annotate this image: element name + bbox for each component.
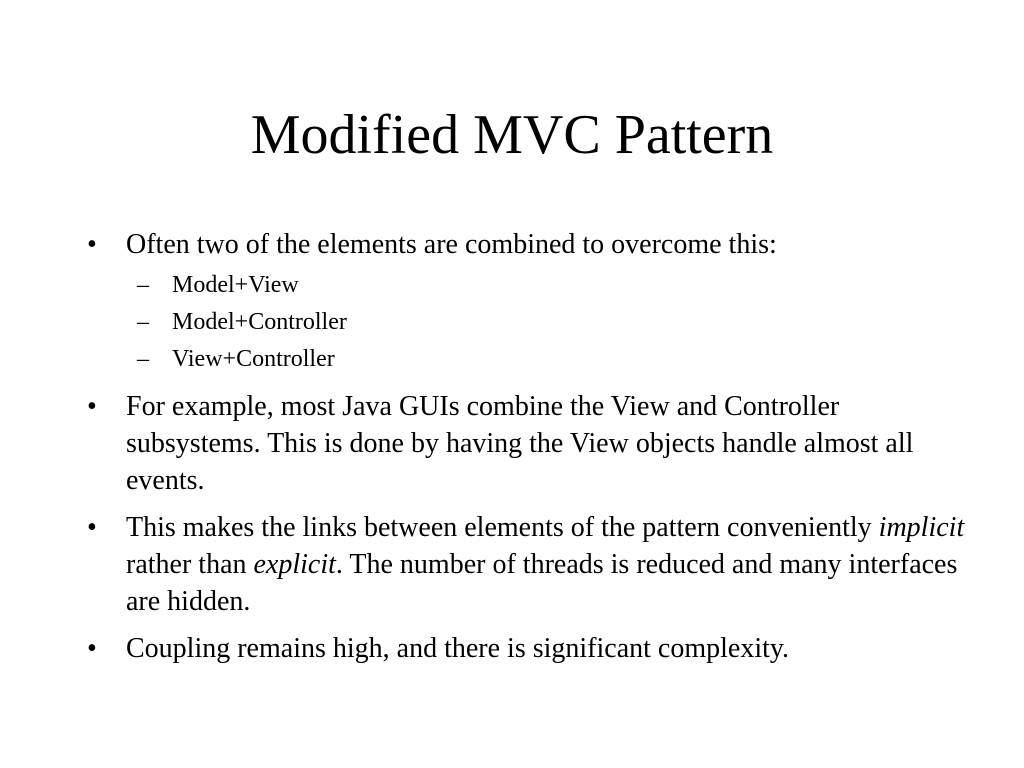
sub-bullet-list <box>86 267 966 378</box>
sub-bullet-text: Model+Controller <box>172 309 347 335</box>
bullet-text-part: . The number of threads is reduced and many interfaces are hidden. <box>126 549 958 617</box>
bullet-item <box>86 388 966 499</box>
bullet-marker: • <box>87 633 97 664</box>
italic-term-implicit: implicit <box>878 512 965 543</box>
sub-bullet-item <box>86 304 966 341</box>
slide-body <box>86 226 966 677</box>
bullet-item <box>86 630 966 667</box>
sub-bullet-text: View+Controller <box>172 346 335 372</box>
bullet-marker: • <box>87 391 97 422</box>
bullet-text-part: This makes the links between elements of the pattern conveniently <box>126 512 879 543</box>
bullet-text: Coupling remains high, and there is significant complexity. <box>126 633 790 664</box>
bullet-marker: • <box>87 512 97 543</box>
italic-term-explicit: explicit <box>253 549 336 580</box>
bullet-item <box>86 226 966 263</box>
bullet-marker: • <box>87 229 97 260</box>
bullet-text: For example, most Java GUIs combine the View and Controller subsystems. This is done by having the View objects handle almost all events. <box>126 391 914 496</box>
sub-bullet-marker: – <box>137 346 149 372</box>
sub-bullet-item <box>86 267 966 304</box>
sub-bullet-item <box>86 341 966 378</box>
bullet-text: Often two of the elements are combined to overcome this: <box>126 229 777 260</box>
sub-bullet-marker: – <box>137 272 149 298</box>
bullet-text-part: rather than <box>126 549 254 580</box>
sub-bullet-marker: – <box>137 309 149 335</box>
bullet-item <box>86 509 966 620</box>
bullet-text <box>126 512 964 617</box>
slide-title: Modified MVC Pattern <box>250 104 774 166</box>
sub-bullet-text: Model+View <box>172 272 299 298</box>
